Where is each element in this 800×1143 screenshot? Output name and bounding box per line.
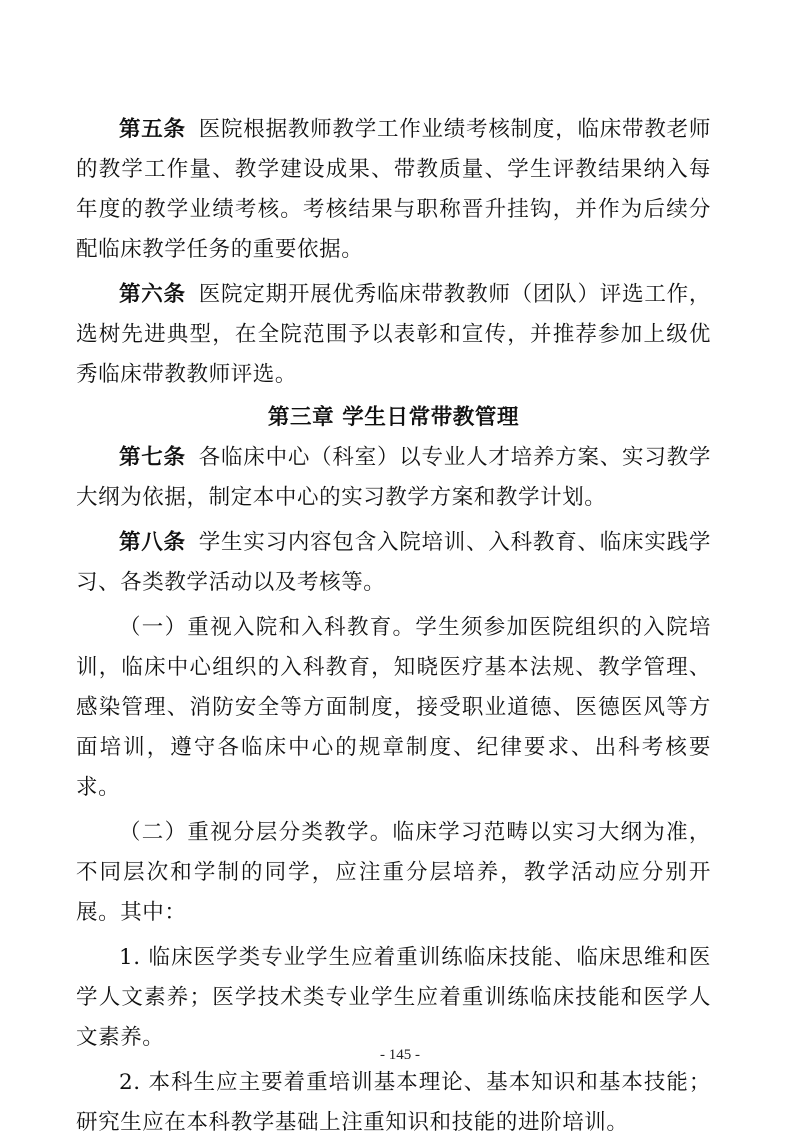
item-2-paragraph: （二）重视分层分类教学。临床学习范畴以实习大纲为准，不同层次和学制的同学，应注重分层培养，教学活动应分别开展。其中： [76, 820, 711, 925]
article-8-label: 第八条 [119, 530, 186, 555]
article-8-text: 学生实习内容包含入院培训、入科教育、临床实践学习、各类教学活动以及考核等。 [76, 530, 711, 595]
sub-item-1-paragraph: 1. 临床医学类专业学生应着重训练临床技能、临床思维和医学人文素养；医学技术类专业学生应着重训练临床技能和医学人文素养。 [76, 945, 711, 1050]
article-5-label: 第五条 [119, 117, 186, 142]
item-1-paragraph: （一）重视入院和入科教育。学生须参加医院组织的入院培训，临床中心组织的入科教育，知晓医疗基本法规、教学管理、感染管理、消防安全等方面制度，接受职业道德、医德医风等方面培训，遵守各临床中心的规章制度、纪律要求、出科考核要求。 [76, 615, 711, 800]
document-body [76, 110, 711, 1143]
article-7-text: 各临床中心（科室）以专业人才培养方案、实习教学大纲为依据，制定本中心的实习教学方案和教学计划。 [76, 445, 711, 510]
article-5-text: 医院根据教师教学工作业绩考核制度，临床带教老师的教学工作量、教学建设成果、带教质量、学生评教结果纳入每年度的教学业绩考核。考核结果与职称晋升挂钩，并作为后续分配临床教学任务的重要依据。 [76, 117, 711, 262]
article-5-paragraph [76, 110, 711, 270]
page-number: - 145 - [380, 1047, 420, 1063]
sub-item-2-paragraph: 2. 本科生应主要着重培训基本理论、基本知识和基本技能；研究生应在本科教学基础上注重知识和技能的进阶培训。 [76, 1070, 711, 1135]
article-8-paragraph [76, 523, 711, 603]
article-7-label: 第七条 [119, 445, 186, 470]
chapter-3-heading: 第三章 学生日常带教管理 [267, 405, 520, 430]
article-6-paragraph [76, 275, 711, 395]
article-6-text: 医院定期开展优秀临床带教教师（团队）评选工作，选树先进典型，在全院范围予以表彰和宣传，并推荐参加上级优秀临床带教教师评选。 [76, 282, 711, 387]
article-7-paragraph [76, 438, 711, 518]
article-6-label: 第六条 [119, 282, 186, 307]
